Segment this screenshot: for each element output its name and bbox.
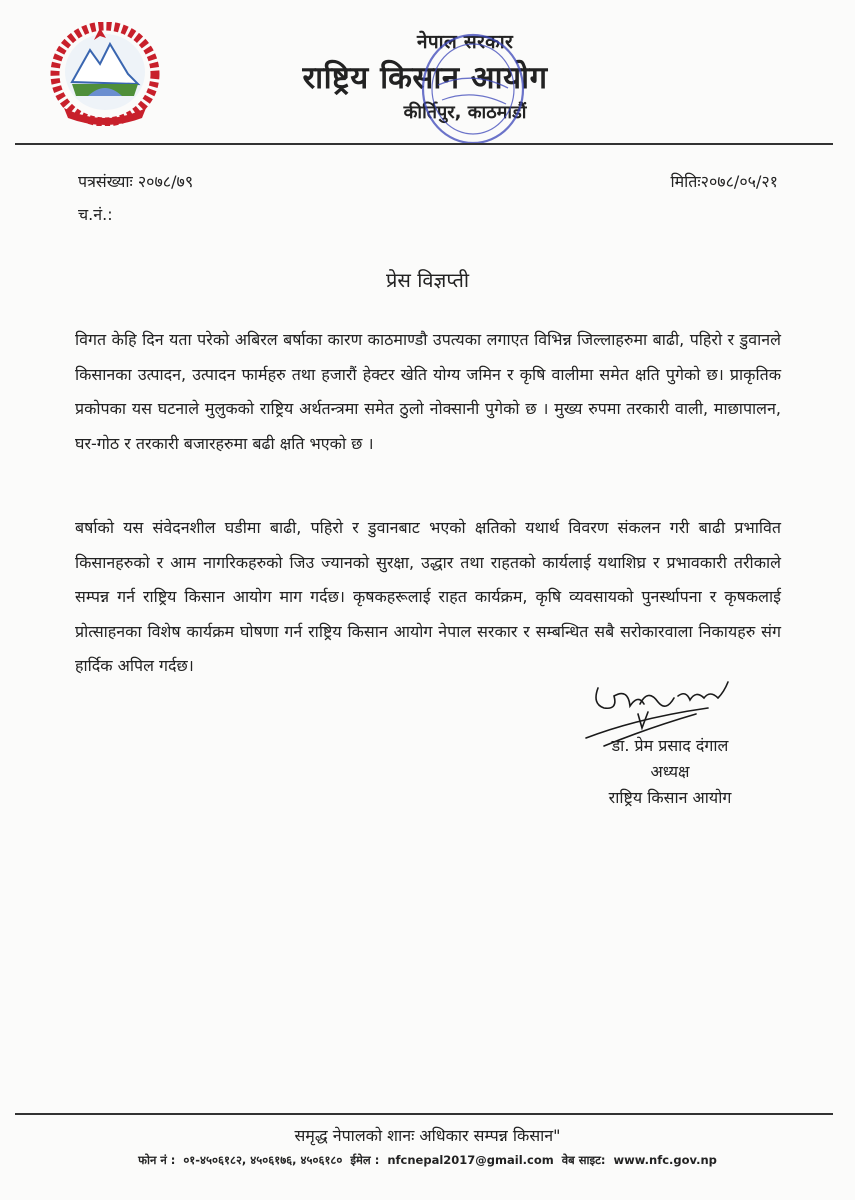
footer-divider (15, 1113, 833, 1115)
website-label: वेब साइट: (561, 1153, 606, 1167)
organization-location: कीर्तिपुर, काठमाडौं (403, 102, 527, 123)
footer-motto: समृद्ध नेपालको शानः अधिकार सम्पन्न किसान" (294, 1126, 561, 1145)
reference-number: पत्रसंख्याः २०७८/७९ (78, 172, 194, 191)
header-divider (15, 143, 833, 145)
signatory-designation: अध्यक्ष (650, 762, 690, 781)
letter-date: मितिः२०७८/०५/२१ (670, 172, 778, 191)
body-paragraph-1: विगत केहि दिन यता परेको अबिरल बर्षाका कारण काठमाण्डौ उपत्यका लगाएत विभिन्न जिल्लाहरुमा बाढी, पहिरो र डुवानले किसानका उत्पादन, उत्पादन फार्महरु तथा हजारौं हेक्टर खेति योग्य जमिन र कृषि वालीमा समेत क्षति पुगेको छ। प्राकृतिक प्रकोपका यस घटनाले मुलुकको राष्ट्रिय अर्थतन्त्रमा समेत ठुलो नोक्सानी पुगेको छ । मुख्य रुपमा तरकारी वाली, माछापालन, घर-गोठ र तरकारी बजारहरुमा बढी क्षति भएको छ । (75, 330, 781, 453)
dispatch-number: च.नं.: (78, 205, 113, 224)
press-release-title: प्रेस विज्ञप्ती (385, 268, 470, 292)
email-label: ईमेल : (350, 1153, 380, 1167)
website-link[interactable]: www.nfc.gov.np (613, 1153, 717, 1167)
body-paragraph-2: बर्षाको यस संवेदनशील घडीमा बाढी, पहिरो र डुवानबाट भएको क्षतिको यथार्थ विवरण संकलन गरी बाढी प्रभावित किसानहरुको र आम नागरिकहरुको जिउ ज्यानको सुरक्षा, उद्धार तथा राहतको कार्यलाई यथाशिघ्र र प्रभावकारी तरीकाले सम्पन्न गर्न राष्ट्रिय किसान आयोग माग गर्दछ। कृषकहरूलाई राहत कार्यक्रम, कृषि व्यवसायको पुनर्स्थापना र कृषकलाई प्रोत्साहनका विशेष कार्यक्रम घोषणा गर्न राष्ट्रिय किसान आयोग नेपाल सरकार र सम्बन्धित सबै सरोकारवाला निकायहरु संग हार्दिक अपिल गर्दछ। (75, 518, 781, 675)
email-link[interactable]: nfcnepal2017@gmail.com (387, 1153, 554, 1167)
organization-name: राष्ट्रिय किसान आयोग (302, 60, 548, 96)
signatory-block (560, 733, 780, 811)
government-name: नेपाल सरकार (416, 31, 514, 53)
footer-contact (0, 1153, 855, 1168)
phone-label: फोन नं : (138, 1153, 176, 1167)
official-stamp-icon (418, 30, 528, 148)
signatory-name: डा. प्रेम प्रसाद दंगाल (611, 736, 729, 755)
phone-numbers: ०१-४५०६१८२, ४५०६१७६, ४५०६१८० (183, 1153, 343, 1167)
nepal-emblem-icon (50, 22, 160, 126)
signatory-organization: राष्ट्रिय किसान आयोग (608, 788, 732, 807)
